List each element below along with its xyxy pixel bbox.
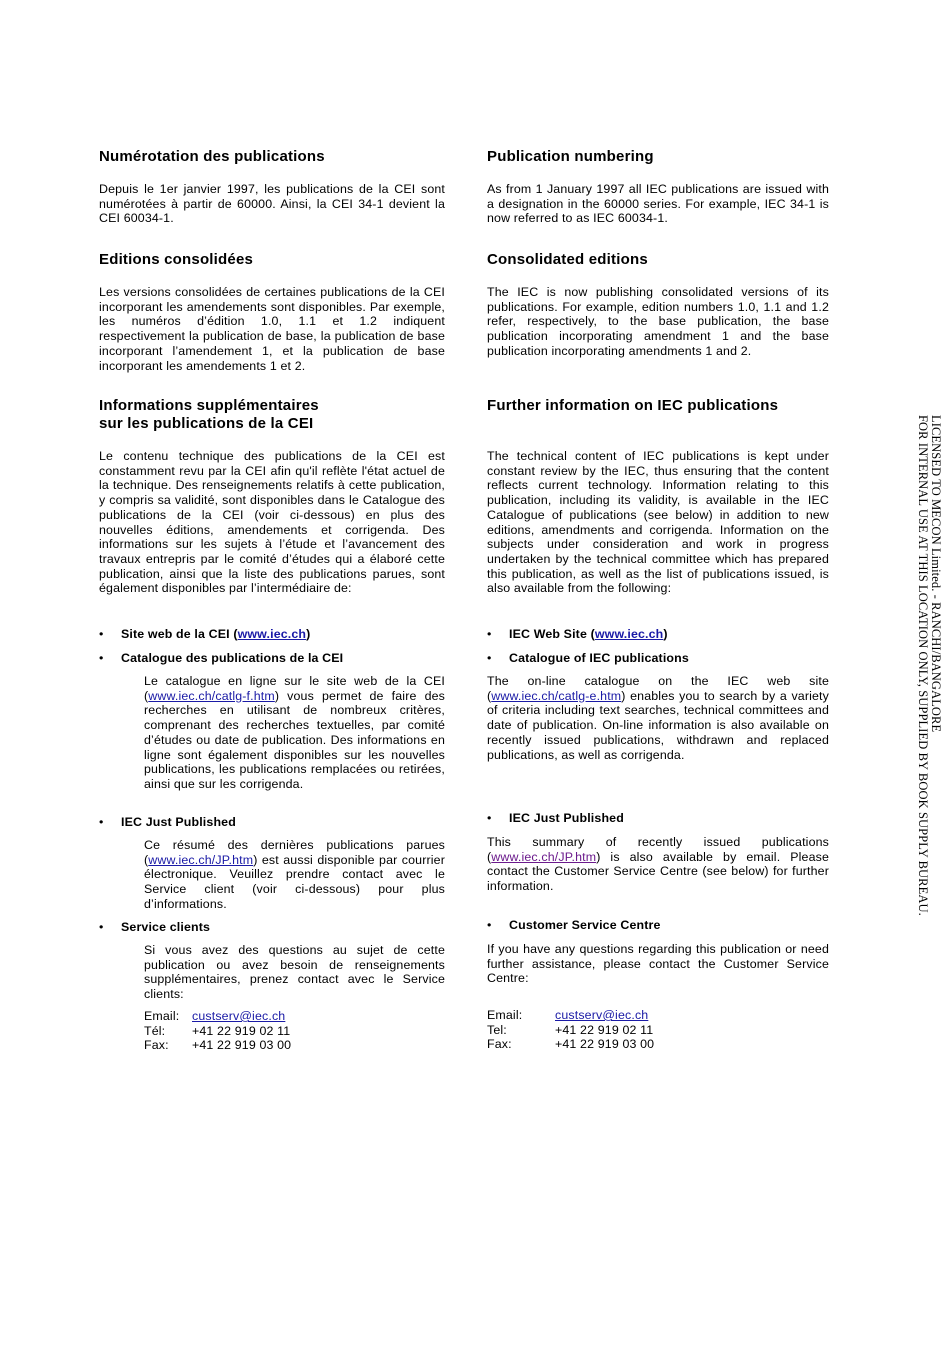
bullet-catalogue-fr: • Catalogue des publications de la CEI (99, 651, 445, 666)
bullet-service-en: • Customer Service Centre (487, 918, 829, 933)
license-line-1: LICENSED TO MECON Limited. - RANCHI/BANGALORE (929, 415, 943, 733)
tel-label-en: Tel: (487, 1022, 507, 1037)
bullet-catalogue-en: • Catalogue of IEC publications (487, 651, 829, 666)
email-link-en[interactable]: custserv@iec.ch (555, 1008, 649, 1022)
bullet-website-en (487, 627, 829, 642)
tel-value-en: +41 22 919 02 11 (555, 1022, 654, 1037)
numbering-heading-fr: Numérotation des publications (99, 148, 325, 165)
catalogue-text-en-post: ) enables you to search by a variety of criteria including text searches, technical committees and date of publication. On-line information is also available on recently issued publications, withdrawn and replaced publications, as well as corrigenda. (487, 688, 829, 762)
catalogue-text-en (487, 674, 829, 762)
consolidated-text-fr: Les versions consolidées de certaines publications de la CEI incorporant les amendements sont disponibles. Par exemple, les numéros d’édition 1.0, 1.1 et 1.2 indiquent respectivement la publication de base, la publication de base incorporant l’amendement 1, et la publication de base incorporant les amendements 1 et 2. (99, 285, 445, 373)
catalogue-text-fr-post: ) vous permet de faire des recherches en utilisant de nombreux critères, comprenant des recherches textuelles, par comité d’études ou date de publication. Des informations en ligne sont également disponibles sur les nouvelles publications, les publications remplacées ou retirées, ainsi que sur les corrigenda. (144, 688, 445, 791)
service-text-fr: Si vous avez des questions au sujet de cette publication ou avez besoin de renseignements supplémentaires, prenez contact avec le Service clients: (144, 943, 445, 1002)
fax-value-en: +41 22 919 03 00 (555, 1037, 655, 1052)
license-line-2: FOR INTERNAL USE AT THIS LOCATION ONLY, SUPPLIED BY BOOK SUPPLY BUREAU. (916, 415, 930, 916)
email-label-en: Email: (487, 1008, 523, 1022)
just-text-en-pre: This summary of recently issued publications ( (487, 835, 829, 864)
further-text-en: The technical content of IEC publications is kept under constant review by the IEC, thus ensuring that the content reflects current technology. Information relating to this publication, including its validity, is available in the IEC Catalogue of publications (see below) in addition to new editions, amendments and corrigenda. Information on the subjects under consideration and work in progress undertaken by the technical committee which has prepared this publication, as well as the list of publications issued, is also available from the following: (487, 449, 829, 596)
consolidated-heading-en: Consolidated editions (487, 251, 648, 268)
fax-label-fr: Fax: (144, 1038, 169, 1053)
website-close-fr: ) (306, 627, 311, 641)
consolidated-text-en: The IEC is now publishing consolidated versions of its publications. For example, edition numbers 1.0, 1.1 and 1.2 refer, respectively, to the base publication, the base publication incorporating amendment 1 and the base publication incorporating amendments 1 and 2. (487, 285, 829, 358)
tel-label-fr: Tél: (144, 1023, 166, 1038)
contact-tel-row-en (487, 1023, 829, 1038)
just-link-en[interactable]: www.iec.ch/JP.htm (491, 849, 597, 864)
bullet-just-published-en: • IEC Just Published (487, 811, 829, 826)
website-link-fr[interactable]: www.iec.ch (237, 627, 307, 641)
catalogue-link-en[interactable]: www.iec.ch/catlg-e.htm (491, 688, 622, 703)
numbering-text-en: As from 1 January 1997 all IEC publications are issued with a designation in the 60000 series. For example, IEC 34-1 is now referred to as IEC 60034-1. (487, 182, 829, 226)
just-text-fr-pre: Ce résumé des dernières publications parues ( (144, 838, 445, 867)
further-heading-fr-line1: Informations supplémentaires (99, 397, 319, 414)
service-text-en: If you have any questions regarding this publication or need further assistance, please contact the Customer Service Centre: (487, 942, 829, 986)
numbering-heading-en: Publication numbering (487, 148, 654, 165)
contact-block-en (487, 1008, 829, 1052)
website-link-en[interactable]: www.iec.ch (594, 627, 664, 641)
just-text-fr-post: ) est aussi disponible par courrier électronique. Veuillez prendre contact avec le Service client (voir ci-dessous) pour plus d’informations. (144, 852, 445, 911)
catalogue-text-fr (144, 674, 445, 792)
catalogue-text-fr-pre: Le catalogue en ligne sur le site web de la CEI ( (144, 674, 445, 703)
tel-value-fr: +41 22 919 02 11 (192, 1023, 291, 1038)
just-published-text-fr (144, 838, 445, 912)
contact-fax-row-fr (144, 1038, 445, 1053)
consolidated-heading-fr: Editions consolidées (99, 251, 254, 268)
license-watermark (916, 415, 942, 916)
contact-tel-row-fr (144, 1024, 445, 1039)
bullet-service-fr: • Service clients (99, 920, 445, 935)
website-close-en: ) (663, 627, 668, 641)
catalogue-text-en-pre: The on-line catalogue on the IEC web site ( (487, 674, 829, 703)
email-label-fr: Email: (144, 1009, 180, 1023)
contact-email-row-en (487, 1008, 829, 1023)
just-published-text-en (487, 835, 829, 894)
contact-email-row-fr (144, 1009, 445, 1024)
bullet-website-fr (99, 627, 445, 642)
further-heading-fr-line2: sur les publications de la CEI (99, 415, 314, 432)
website-label-en: IEC Web Site ( (509, 627, 595, 641)
fax-label-en: Fax: (487, 1037, 512, 1052)
just-link-fr[interactable]: www.iec.ch/JP.htm (148, 852, 254, 867)
catalogue-link-fr[interactable]: www.iec.ch/catlg-f.htm (148, 688, 275, 703)
numbering-text-fr: Depuis le 1er janvier 1997, les publications de la CEI sont numérotées à partir de 60000. Ainsi, la CEI 34-1 devient la CEI 60034-1. (99, 182, 445, 226)
contact-fax-row-en (487, 1037, 829, 1052)
further-text-fr: Le contenu technique des publications de la CEI est constamment revu par la CEI afin qu'il reflète l'état actuel de la technique. Des renseignements relatifs à cette publication, y compris sa validité, sont disponibles dans le Catalogue des publications de la CEI (voir ci-dessous) en plus des nouvelles éditions, amendements et corrigenda. Des informations sur les sujets à l’étude et l’avancement des travaux entrepris par le comité d’études qui a élaboré cette publication, ainsi que la liste des publications parues, sont également disponibles par l’intermédiaire de: (99, 449, 445, 596)
website-label-fr: Site web de la CEI ( (121, 627, 238, 641)
email-link-fr[interactable]: custserv@iec.ch (192, 1009, 286, 1023)
further-heading-en: Further information on IEC publications (487, 397, 779, 414)
bullet-just-published-fr: • IEC Just Published (99, 815, 445, 830)
contact-block-fr (144, 1009, 445, 1053)
just-text-en-post: ) is also available by email. Please contact the Customer Service Centre (see below) for further information. (487, 849, 829, 894)
further-heading-fr (99, 397, 445, 433)
fax-value-fr: +41 22 919 03 00 (192, 1038, 292, 1053)
